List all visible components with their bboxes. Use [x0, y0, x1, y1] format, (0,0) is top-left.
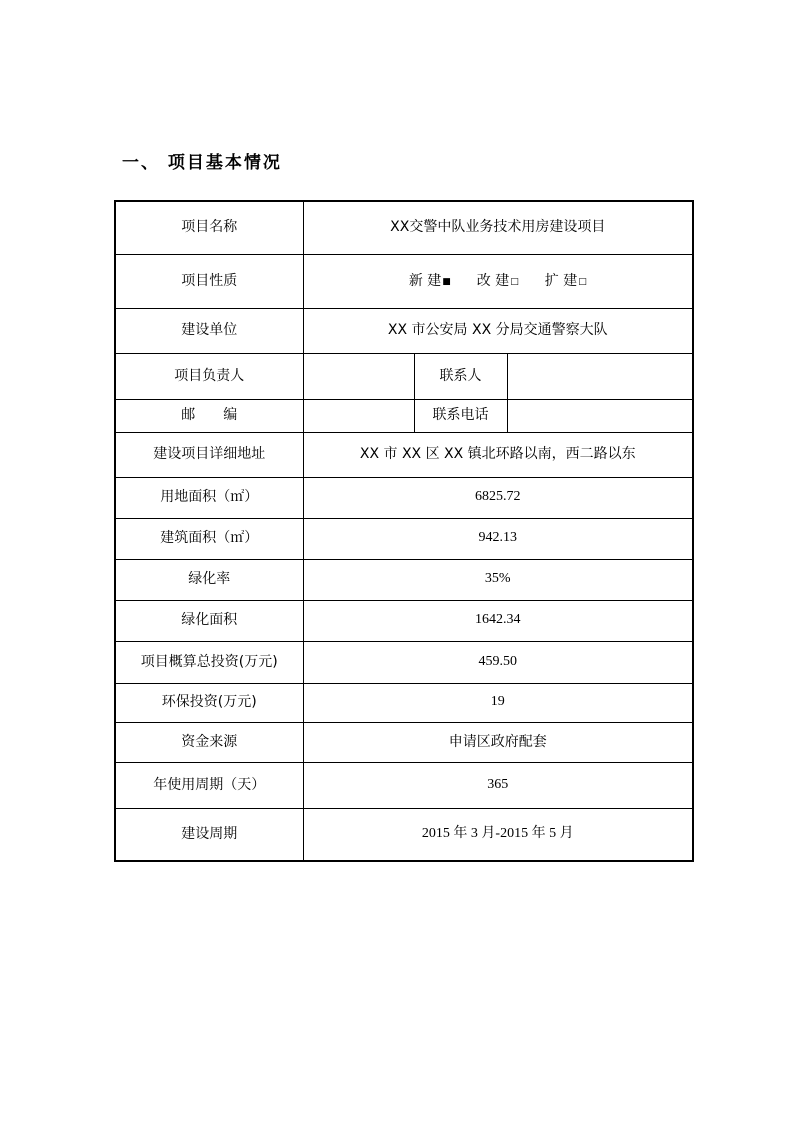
table-row [115, 353, 693, 399]
table-row [115, 722, 693, 762]
row-label: 绿化面积 [115, 600, 303, 641]
green-rate-value: 35% [303, 559, 693, 600]
contact-label: 联系人 [414, 353, 507, 399]
land-area-value: 6825.72 [303, 477, 693, 518]
investment-value: 459.50 [303, 641, 693, 683]
table-row [115, 399, 693, 432]
row-label: 项目负责人 [115, 353, 303, 399]
contact-value [507, 353, 693, 399]
table-row [115, 762, 693, 808]
table-row [115, 641, 693, 683]
funding-value: 申请区政府配套 [303, 722, 693, 762]
section-title: 一、 项目基本情况 [122, 153, 282, 173]
postcode-value [303, 399, 414, 432]
option-expand [545, 273, 587, 290]
option-label: 新 建 [408, 272, 442, 289]
row-label: 建设项目详细地址 [115, 432, 303, 477]
row-label: 绿化率 [115, 559, 303, 600]
period-value: 2015 年 3 月-2015 年 5 月 [303, 808, 693, 861]
option-label: 改 建 [476, 272, 510, 289]
project-nature-options [303, 254, 693, 308]
phone-label: 联系电话 [414, 399, 507, 432]
row-label: 建设周期 [115, 808, 303, 861]
project-name-value: XX交警中队业务技术用房建设项目 [303, 201, 693, 254]
option-rebuild [477, 273, 519, 290]
row-label: 用地面积（㎡） [115, 477, 303, 518]
address-value: XX 市 XX 区 XX 镇北环路以南，西二路以东 [303, 432, 693, 477]
table-row [115, 518, 693, 559]
usage-days-value: 365 [303, 762, 693, 808]
unchecked-box-icon: □ [510, 276, 519, 287]
phone-value [507, 399, 693, 432]
builder-value: XX 市公安局 XX 分局交通警察大队 [303, 308, 693, 353]
option-label: 扩 建 [544, 272, 578, 289]
row-label: 建设单位 [115, 308, 303, 353]
table-row [115, 600, 693, 641]
row-label: 项目概算总投资(万元) [115, 641, 303, 683]
table-row [115, 254, 693, 308]
unchecked-box-icon: □ [578, 276, 587, 287]
table-row [115, 808, 693, 861]
leader-value [303, 353, 414, 399]
table-row [115, 308, 693, 353]
table-row [115, 477, 693, 518]
row-label: 年使用周期（天） [115, 762, 303, 808]
green-area-value: 1642.34 [303, 600, 693, 641]
option-new [409, 273, 451, 290]
row-label: 项目性质 [115, 254, 303, 308]
table-row [115, 201, 693, 254]
env-investment-value: 19 [303, 683, 693, 722]
table-row [115, 683, 693, 722]
checked-box-icon: ■ [442, 276, 451, 287]
row-label: 环保投资(万元) [115, 683, 303, 722]
project-info-table [114, 200, 694, 862]
row-label: 项目名称 [115, 201, 303, 254]
table-row [115, 559, 693, 600]
row-label: 邮 编 [115, 399, 303, 432]
table-row [115, 432, 693, 477]
row-label: 资金来源 [115, 722, 303, 762]
row-label: 建筑面积（㎡） [115, 518, 303, 559]
building-area-value: 942.13 [303, 518, 693, 559]
